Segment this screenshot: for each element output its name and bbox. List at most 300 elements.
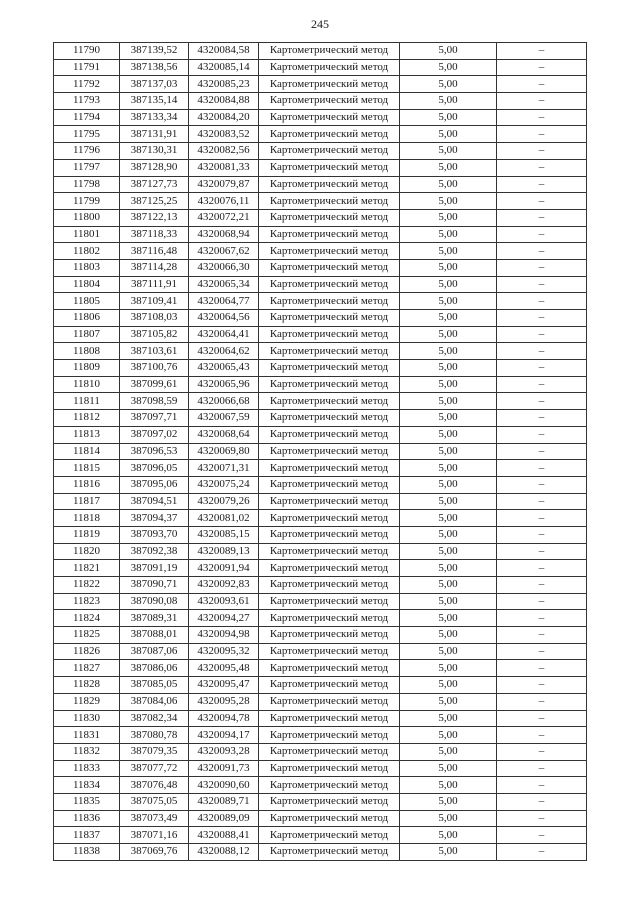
- point-number-cell: 11806: [54, 310, 120, 327]
- accuracy-cell: 5,00: [400, 226, 497, 243]
- point-number-cell: 11835: [54, 793, 120, 810]
- coordinates-table: [53, 42, 587, 861]
- accuracy-cell: 5,00: [400, 176, 497, 193]
- y-coordinate-cell: 4320084,58: [189, 43, 259, 60]
- point-number-cell: 11800: [54, 209, 120, 226]
- y-coordinate-cell: 4320082,56: [189, 143, 259, 160]
- point-number-cell: 11790: [54, 43, 120, 60]
- description-cell: –: [497, 560, 587, 577]
- method-cell: Картометрический метод: [259, 259, 400, 276]
- y-coordinate-cell: 4320088,41: [189, 827, 259, 844]
- accuracy-cell: 5,00: [400, 59, 497, 76]
- table-row: [54, 59, 587, 76]
- accuracy-cell: 5,00: [400, 460, 497, 477]
- y-coordinate-cell: 4320084,88: [189, 93, 259, 110]
- table-row: [54, 577, 587, 594]
- x-coordinate-cell: 387138,56: [120, 59, 189, 76]
- method-cell: Картометрический метод: [259, 209, 400, 226]
- method-cell: Картометрический метод: [259, 176, 400, 193]
- method-cell: Картометрический метод: [259, 543, 400, 560]
- x-coordinate-cell: 387127,73: [120, 176, 189, 193]
- y-coordinate-cell: 4320067,59: [189, 410, 259, 427]
- accuracy-cell: 5,00: [400, 326, 497, 343]
- table-row: [54, 293, 587, 310]
- description-cell: –: [497, 827, 587, 844]
- x-coordinate-cell: 387093,70: [120, 526, 189, 543]
- point-number-cell: 11834: [54, 777, 120, 794]
- description-cell: –: [497, 693, 587, 710]
- description-cell: –: [497, 660, 587, 677]
- y-coordinate-cell: 4320095,28: [189, 693, 259, 710]
- method-cell: Картометрический метод: [259, 827, 400, 844]
- description-cell: –: [497, 360, 587, 377]
- method-cell: Картометрический метод: [259, 727, 400, 744]
- y-coordinate-cell: 4320065,43: [189, 360, 259, 377]
- point-number-cell: 11821: [54, 560, 120, 577]
- y-coordinate-cell: 4320089,09: [189, 810, 259, 827]
- y-coordinate-cell: 4320092,83: [189, 577, 259, 594]
- x-coordinate-cell: 387105,82: [120, 326, 189, 343]
- point-number-cell: 11808: [54, 343, 120, 360]
- description-cell: –: [497, 159, 587, 176]
- description-cell: –: [497, 577, 587, 594]
- x-coordinate-cell: 387087,06: [120, 643, 189, 660]
- description-cell: –: [497, 43, 587, 60]
- x-coordinate-cell: 387133,34: [120, 109, 189, 126]
- y-coordinate-cell: 4320089,71: [189, 793, 259, 810]
- x-coordinate-cell: 387100,76: [120, 360, 189, 377]
- method-cell: Картометрический метод: [259, 493, 400, 510]
- point-number-cell: 11827: [54, 660, 120, 677]
- x-coordinate-cell: 387095,06: [120, 476, 189, 493]
- y-coordinate-cell: 4320064,41: [189, 326, 259, 343]
- accuracy-cell: 5,00: [400, 310, 497, 327]
- x-coordinate-cell: 387080,78: [120, 727, 189, 744]
- description-cell: –: [497, 93, 587, 110]
- point-number-cell: 11805: [54, 293, 120, 310]
- table-row: [54, 243, 587, 260]
- description-cell: –: [497, 476, 587, 493]
- method-cell: Картометрический метод: [259, 710, 400, 727]
- table-row: [54, 426, 587, 443]
- y-coordinate-cell: 4320094,17: [189, 727, 259, 744]
- method-cell: Картометрический метод: [259, 627, 400, 644]
- description-cell: –: [497, 460, 587, 477]
- accuracy-cell: 5,00: [400, 243, 497, 260]
- accuracy-cell: 5,00: [400, 526, 497, 543]
- point-number-cell: 11804: [54, 276, 120, 293]
- accuracy-cell: 5,00: [400, 827, 497, 844]
- y-coordinate-cell: 4320079,26: [189, 493, 259, 510]
- accuracy-cell: 5,00: [400, 844, 497, 861]
- accuracy-cell: 5,00: [400, 43, 497, 60]
- point-number-cell: 11833: [54, 760, 120, 777]
- x-coordinate-cell: 387076,48: [120, 777, 189, 794]
- table-row: [54, 510, 587, 527]
- accuracy-cell: 5,00: [400, 543, 497, 560]
- x-coordinate-cell: 387118,33: [120, 226, 189, 243]
- y-coordinate-cell: 4320079,87: [189, 176, 259, 193]
- accuracy-cell: 5,00: [400, 259, 497, 276]
- point-number-cell: 11813: [54, 426, 120, 443]
- table-row: [54, 193, 587, 210]
- x-coordinate-cell: 387096,05: [120, 460, 189, 477]
- x-coordinate-cell: 387077,72: [120, 760, 189, 777]
- table-row: [54, 109, 587, 126]
- x-coordinate-cell: 387089,31: [120, 610, 189, 627]
- method-cell: Картометрический метод: [259, 660, 400, 677]
- y-coordinate-cell: 4320094,78: [189, 710, 259, 727]
- description-cell: –: [497, 393, 587, 410]
- y-coordinate-cell: 4320093,28: [189, 743, 259, 760]
- table-row: [54, 643, 587, 660]
- point-number-cell: 11836: [54, 810, 120, 827]
- method-cell: Картометрический метод: [259, 760, 400, 777]
- y-coordinate-cell: 4320064,56: [189, 310, 259, 327]
- accuracy-cell: 5,00: [400, 760, 497, 777]
- method-cell: Картометрический метод: [259, 360, 400, 377]
- point-number-cell: 11831: [54, 727, 120, 744]
- description-cell: –: [497, 543, 587, 560]
- accuracy-cell: 5,00: [400, 376, 497, 393]
- point-number-cell: 11801: [54, 226, 120, 243]
- point-number-cell: 11829: [54, 693, 120, 710]
- x-coordinate-cell: 387131,91: [120, 126, 189, 143]
- y-coordinate-cell: 4320069,80: [189, 443, 259, 460]
- method-cell: Картометрический метод: [259, 593, 400, 610]
- y-coordinate-cell: 4320081,02: [189, 510, 259, 527]
- x-coordinate-cell: 387111,91: [120, 276, 189, 293]
- description-cell: –: [497, 793, 587, 810]
- method-cell: Картометрический метод: [259, 193, 400, 210]
- y-coordinate-cell: 4320076,11: [189, 193, 259, 210]
- table-row: [54, 810, 587, 827]
- method-cell: Картометрический метод: [259, 93, 400, 110]
- y-coordinate-cell: 4320068,94: [189, 226, 259, 243]
- x-coordinate-cell: 387071,16: [120, 827, 189, 844]
- table-row: [54, 343, 587, 360]
- accuracy-cell: 5,00: [400, 727, 497, 744]
- method-cell: Картометрический метод: [259, 226, 400, 243]
- y-coordinate-cell: 4320090,60: [189, 777, 259, 794]
- method-cell: Картометрический метод: [259, 443, 400, 460]
- description-cell: –: [497, 176, 587, 193]
- method-cell: Картометрический метод: [259, 610, 400, 627]
- method-cell: Картометрический метод: [259, 410, 400, 427]
- point-number-cell: 11798: [54, 176, 120, 193]
- point-number-cell: 11824: [54, 610, 120, 627]
- x-coordinate-cell: 387082,34: [120, 710, 189, 727]
- description-cell: –: [497, 126, 587, 143]
- description-cell: –: [497, 610, 587, 627]
- method-cell: Картометрический метод: [259, 810, 400, 827]
- table-row: [54, 143, 587, 160]
- point-number-cell: 11792: [54, 76, 120, 93]
- x-coordinate-cell: 387069,76: [120, 844, 189, 861]
- y-coordinate-cell: 4320085,23: [189, 76, 259, 93]
- x-coordinate-cell: 387122,13: [120, 209, 189, 226]
- table-row: [54, 827, 587, 844]
- table-row: [54, 76, 587, 93]
- point-number-cell: 11791: [54, 59, 120, 76]
- accuracy-cell: 5,00: [400, 209, 497, 226]
- table-row: [54, 777, 587, 794]
- y-coordinate-cell: 4320094,27: [189, 610, 259, 627]
- description-cell: –: [497, 109, 587, 126]
- x-coordinate-cell: 387088,01: [120, 627, 189, 644]
- x-coordinate-cell: 387098,59: [120, 393, 189, 410]
- accuracy-cell: 5,00: [400, 510, 497, 527]
- method-cell: Картометрический метод: [259, 109, 400, 126]
- point-number-cell: 11815: [54, 460, 120, 477]
- description-cell: –: [497, 643, 587, 660]
- y-coordinate-cell: 4320064,62: [189, 343, 259, 360]
- table-row: [54, 760, 587, 777]
- y-coordinate-cell: 4320071,31: [189, 460, 259, 477]
- accuracy-cell: 5,00: [400, 743, 497, 760]
- description-cell: –: [497, 760, 587, 777]
- x-coordinate-cell: 387090,71: [120, 577, 189, 594]
- description-cell: –: [497, 777, 587, 794]
- description-cell: –: [497, 209, 587, 226]
- method-cell: Картометрический метод: [259, 393, 400, 410]
- description-cell: –: [497, 410, 587, 427]
- accuracy-cell: 5,00: [400, 710, 497, 727]
- point-number-cell: 11807: [54, 326, 120, 343]
- table-row: [54, 176, 587, 193]
- method-cell: Картометрический метод: [259, 126, 400, 143]
- method-cell: Картометрический метод: [259, 376, 400, 393]
- x-coordinate-cell: 387079,35: [120, 743, 189, 760]
- table-row: [54, 677, 587, 694]
- description-cell: –: [497, 326, 587, 343]
- table-row: [54, 360, 587, 377]
- description-cell: –: [497, 727, 587, 744]
- table-row: [54, 276, 587, 293]
- table-row: [54, 159, 587, 176]
- accuracy-cell: 5,00: [400, 660, 497, 677]
- accuracy-cell: 5,00: [400, 793, 497, 810]
- table-row: [54, 410, 587, 427]
- accuracy-cell: 5,00: [400, 410, 497, 427]
- point-number-cell: 11812: [54, 410, 120, 427]
- point-number-cell: 11793: [54, 93, 120, 110]
- accuracy-cell: 5,00: [400, 693, 497, 710]
- table-row: [54, 493, 587, 510]
- table-row: [54, 627, 587, 644]
- x-coordinate-cell: 387108,03: [120, 310, 189, 327]
- method-cell: Картометрический метод: [259, 577, 400, 594]
- description-cell: –: [497, 343, 587, 360]
- table-row: [54, 126, 587, 143]
- table-row: [54, 610, 587, 627]
- x-coordinate-cell: 387097,71: [120, 410, 189, 427]
- description-cell: –: [497, 276, 587, 293]
- x-coordinate-cell: 387085,05: [120, 677, 189, 694]
- table-row: [54, 727, 587, 744]
- description-cell: –: [497, 143, 587, 160]
- x-coordinate-cell: 387073,49: [120, 810, 189, 827]
- method-cell: Картометрический метод: [259, 293, 400, 310]
- description-cell: –: [497, 493, 587, 510]
- description-cell: –: [497, 526, 587, 543]
- x-coordinate-cell: 387116,48: [120, 243, 189, 260]
- accuracy-cell: 5,00: [400, 143, 497, 160]
- table-row: [54, 476, 587, 493]
- y-coordinate-cell: 4320067,62: [189, 243, 259, 260]
- accuracy-cell: 5,00: [400, 643, 497, 660]
- method-cell: Картометрический метод: [259, 693, 400, 710]
- description-cell: –: [497, 443, 587, 460]
- method-cell: Картометрический метод: [259, 526, 400, 543]
- accuracy-cell: 5,00: [400, 577, 497, 594]
- method-cell: Картометрический метод: [259, 43, 400, 60]
- point-number-cell: 11822: [54, 577, 120, 594]
- x-coordinate-cell: 387075,05: [120, 793, 189, 810]
- description-cell: –: [497, 510, 587, 527]
- description-cell: –: [497, 710, 587, 727]
- x-coordinate-cell: 387139,52: [120, 43, 189, 60]
- x-coordinate-cell: 387086,06: [120, 660, 189, 677]
- description-cell: –: [497, 293, 587, 310]
- accuracy-cell: 5,00: [400, 126, 497, 143]
- x-coordinate-cell: 387130,31: [120, 143, 189, 160]
- table-row: [54, 660, 587, 677]
- method-cell: Картометрический метод: [259, 243, 400, 260]
- method-cell: Картометрический метод: [259, 476, 400, 493]
- table-row: [54, 593, 587, 610]
- accuracy-cell: 5,00: [400, 276, 497, 293]
- x-coordinate-cell: 387097,02: [120, 426, 189, 443]
- x-coordinate-cell: 387125,25: [120, 193, 189, 210]
- method-cell: Картометрический метод: [259, 793, 400, 810]
- point-number-cell: 11826: [54, 643, 120, 660]
- x-coordinate-cell: 387114,28: [120, 259, 189, 276]
- point-number-cell: 11830: [54, 710, 120, 727]
- x-coordinate-cell: 387135,14: [120, 93, 189, 110]
- accuracy-cell: 5,00: [400, 426, 497, 443]
- description-cell: –: [497, 193, 587, 210]
- table-row: [54, 393, 587, 410]
- x-coordinate-cell: 387084,06: [120, 693, 189, 710]
- method-cell: Картометрический метод: [259, 326, 400, 343]
- point-number-cell: 11819: [54, 526, 120, 543]
- x-coordinate-cell: 387137,03: [120, 76, 189, 93]
- method-cell: Картометрический метод: [259, 343, 400, 360]
- x-coordinate-cell: 387094,51: [120, 493, 189, 510]
- y-coordinate-cell: 4320095,32: [189, 643, 259, 660]
- method-cell: Картометрический метод: [259, 677, 400, 694]
- point-number-cell: 11797: [54, 159, 120, 176]
- y-coordinate-cell: 4320089,13: [189, 543, 259, 560]
- y-coordinate-cell: 4320094,98: [189, 627, 259, 644]
- table-row: [54, 710, 587, 727]
- point-number-cell: 11838: [54, 844, 120, 861]
- accuracy-cell: 5,00: [400, 560, 497, 577]
- accuracy-cell: 5,00: [400, 343, 497, 360]
- accuracy-cell: 5,00: [400, 777, 497, 794]
- x-coordinate-cell: 387094,37: [120, 510, 189, 527]
- y-coordinate-cell: 4320093,61: [189, 593, 259, 610]
- method-cell: Картометрический метод: [259, 844, 400, 861]
- point-number-cell: 11803: [54, 259, 120, 276]
- x-coordinate-cell: 387091,19: [120, 560, 189, 577]
- description-cell: –: [497, 844, 587, 861]
- point-number-cell: 11809: [54, 360, 120, 377]
- accuracy-cell: 5,00: [400, 193, 497, 210]
- y-coordinate-cell: 4320066,68: [189, 393, 259, 410]
- table-row: [54, 693, 587, 710]
- table-row: [54, 376, 587, 393]
- method-cell: Картометрический метод: [259, 510, 400, 527]
- description-cell: –: [497, 243, 587, 260]
- table-row: [54, 43, 587, 60]
- point-number-cell: 11796: [54, 143, 120, 160]
- accuracy-cell: 5,00: [400, 93, 497, 110]
- description-cell: –: [497, 226, 587, 243]
- description-cell: –: [497, 810, 587, 827]
- accuracy-cell: 5,00: [400, 159, 497, 176]
- method-cell: Картометрический метод: [259, 159, 400, 176]
- method-cell: Картометрический метод: [259, 310, 400, 327]
- description-cell: –: [497, 743, 587, 760]
- point-number-cell: 11811: [54, 393, 120, 410]
- table-row: [54, 526, 587, 543]
- y-coordinate-cell: 4320084,20: [189, 109, 259, 126]
- y-coordinate-cell: 4320065,96: [189, 376, 259, 393]
- table-row: [54, 460, 587, 477]
- point-number-cell: 11799: [54, 193, 120, 210]
- table-row: [54, 560, 587, 577]
- point-number-cell: 11820: [54, 543, 120, 560]
- table-row: [54, 743, 587, 760]
- y-coordinate-cell: 4320085,15: [189, 526, 259, 543]
- point-number-cell: 11794: [54, 109, 120, 126]
- method-cell: Картометрический метод: [259, 743, 400, 760]
- point-number-cell: 11825: [54, 627, 120, 644]
- x-coordinate-cell: 387103,61: [120, 343, 189, 360]
- y-coordinate-cell: 4320068,64: [189, 426, 259, 443]
- method-cell: Картометрический метод: [259, 76, 400, 93]
- point-number-cell: 11802: [54, 243, 120, 260]
- point-number-cell: 11814: [54, 443, 120, 460]
- method-cell: Картометрический метод: [259, 59, 400, 76]
- y-coordinate-cell: 4320075,24: [189, 476, 259, 493]
- x-coordinate-cell: 387128,90: [120, 159, 189, 176]
- description-cell: –: [497, 376, 587, 393]
- accuracy-cell: 5,00: [400, 293, 497, 310]
- y-coordinate-cell: 4320083,52: [189, 126, 259, 143]
- method-cell: Картометрический метод: [259, 426, 400, 443]
- table-row: [54, 793, 587, 810]
- table-row: [54, 226, 587, 243]
- x-coordinate-cell: 387096,53: [120, 443, 189, 460]
- description-cell: –: [497, 677, 587, 694]
- table-row: [54, 259, 587, 276]
- description-cell: –: [497, 593, 587, 610]
- y-coordinate-cell: 4320064,77: [189, 293, 259, 310]
- accuracy-cell: 5,00: [400, 593, 497, 610]
- point-number-cell: 11810: [54, 376, 120, 393]
- method-cell: Картометрический метод: [259, 777, 400, 794]
- y-coordinate-cell: 4320065,34: [189, 276, 259, 293]
- y-coordinate-cell: 4320088,12: [189, 844, 259, 861]
- method-cell: Картометрический метод: [259, 560, 400, 577]
- page-number: 245: [311, 17, 329, 31]
- x-coordinate-cell: 387109,41: [120, 293, 189, 310]
- point-number-cell: 11817: [54, 493, 120, 510]
- point-number-cell: 11795: [54, 126, 120, 143]
